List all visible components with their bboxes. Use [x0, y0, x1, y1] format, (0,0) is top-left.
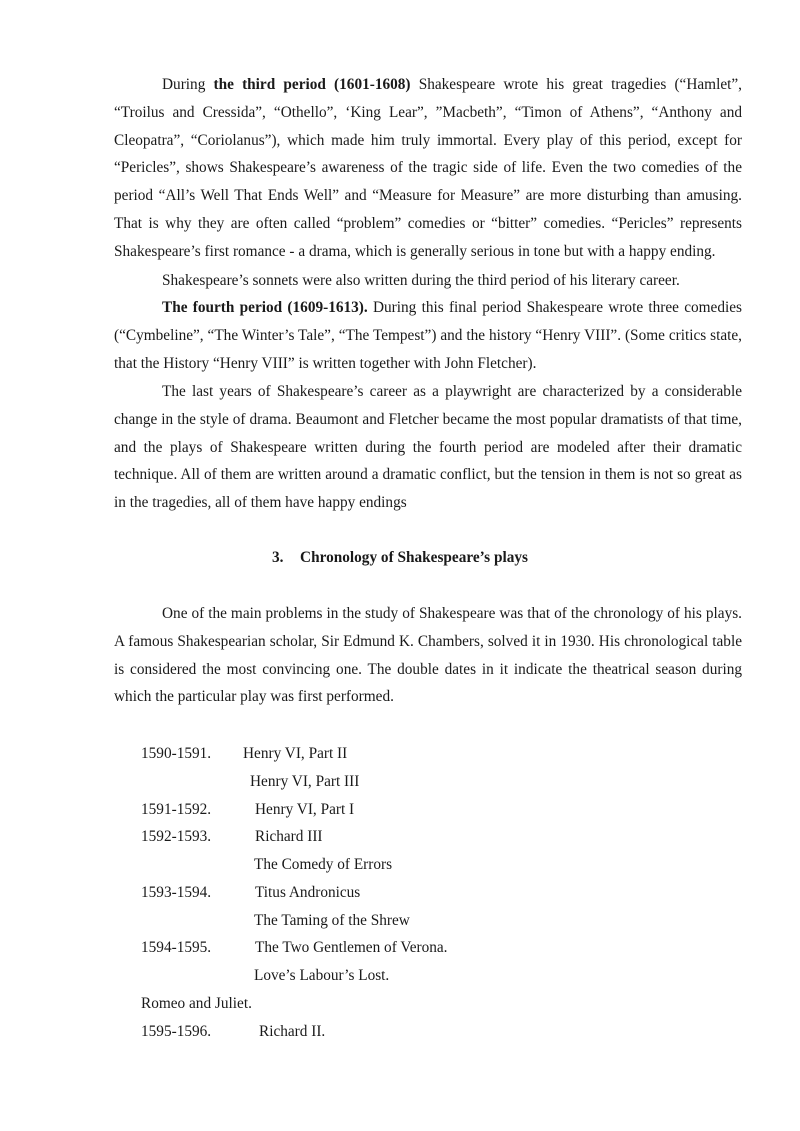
paragraph-text: During this final period Shakespeare wrote three comedies (“Cymbeline”, “The Winter’s Tale”, “The Tempest”) and the history “Henry VIII”. (Some critics state, that the History “Henry VIII” is written together with John Fletcher).	[114, 299, 742, 372]
chronology-play: Titus Andronicus	[255, 884, 361, 901]
paragraph-fourth-period	[114, 294, 742, 377]
paragraph-last-years	[114, 378, 742, 517]
bold-term: the third period (1601-1608)	[213, 76, 411, 93]
paragraph-text: One of the main problems in the study of Shakespeare was that of the chronology of his plays. A famous Shakespearian scholar, Sir Edmund K. Chambers, solved it in 1930. His chronological table is considered the most convincing one. The double dates in it indicate the theatrical season during which the particular play was first performed.	[114, 605, 742, 706]
chronology-play: Richard II.	[259, 1023, 326, 1040]
paragraph-sonnets	[114, 267, 742, 295]
chronology-date: 1591-1592.	[141, 801, 212, 818]
chronology-date: 1593-1594.	[141, 884, 212, 901]
paragraph-text: The last years of Shakespeare’s career as a playwright are characterized by a considerable change in the style of drama. Beaumont and Fletcher became the most popular dramatists of that time, and the plays of Shakespeare written during the fourth period are modeled after their dramatic technique. All of them are written around a dramatic conflict, but the tension in them is not so great as in the tragedies, all of them have happy endings	[114, 383, 742, 512]
chronology-play: The Comedy of Errors	[254, 856, 393, 873]
chronology-play: Richard III	[255, 828, 323, 845]
chronology-play: Henry VI, Part I	[255, 801, 355, 818]
chronology-play: The Two Gentlemen of Verona.	[255, 939, 448, 956]
chronology-play: The Taming of the Shrew	[254, 912, 410, 929]
section-heading	[0, 548, 800, 568]
chronology-date: 1590-1591.	[141, 745, 212, 762]
chronology-date: 1594-1595.	[141, 939, 212, 956]
chronology-play: Henry VI, Part III	[250, 773, 360, 790]
chronology-date: 1595-1596.	[141, 1023, 212, 1040]
paragraph-third-period	[114, 71, 742, 266]
paragraph-chronology-intro	[114, 600, 742, 711]
chronology-date: 1592-1593.	[141, 828, 212, 845]
chronology-play: Henry VI, Part II	[243, 745, 348, 762]
section-title: Chronology of Shakespeare’s plays	[300, 549, 528, 566]
section-number: 3.	[272, 549, 284, 566]
chronology-play: Love’s Labour’s Lost.	[254, 967, 390, 984]
bold-term: The fourth period (1609-1613).	[162, 299, 368, 316]
chronology-play: Romeo and Juliet.	[141, 995, 252, 1012]
paragraph-text: Shakespeare wrote his great tragedies (“Hamlet”, “Troilus and Cressida”, “Othello”, ‘King Lear”, ”Macbeth”, “Timon of Athens”, “Anthony and Cleopatra”, “Coriolanus”), which made him truly immortal. Every play of this period, except for “Pericles”, shows Shakespeare’s awareness of the tragic side of life. Even the two comedies of the period “All’s Well That Ends Well” and “Measure for Measure” are more disturbing than amusing. That is why they are often called “problem” comedies or “bitter” comedies. “Pericles” represents Shakespeare’s first romance - a drama, which is generally serious in tone but with a happy ending.	[114, 76, 742, 260]
paragraph-text: Shakespeare’s sonnets were also written during the third period of his literary career.	[162, 272, 680, 289]
paragraph-text: During	[162, 76, 214, 93]
